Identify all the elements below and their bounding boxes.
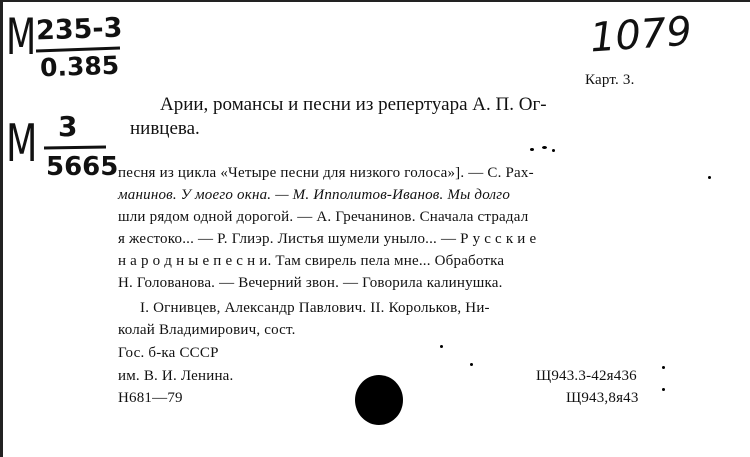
content-line: шли рядом одной дорогой. — А. Гречанинов. Сначала страдал (118, 209, 529, 225)
shelf-mark-1-letter: М (6, 8, 37, 66)
punch-hole (355, 375, 403, 425)
speck (552, 149, 555, 152)
shelf-mark-2-denominator: 5665 (46, 152, 119, 182)
content-line: манинов. У моего окна. — М. Ипполитов-Иванов. Мы долго (118, 187, 511, 203)
title-line-1: Арии, романсы и песни из репертуара А. П. Ог- (160, 94, 547, 115)
speck (662, 366, 665, 369)
speck (708, 176, 711, 179)
shelf-mark-1-numerator: 235-3 (35, 12, 123, 47)
title-line-2: нивцева. (130, 118, 200, 139)
speck (542, 146, 547, 149)
card-left-edge (0, 0, 3, 457)
content-line: я жестоко... — Р. Глиэр. Листья шумели уныло... — Р у с с к и е (118, 231, 537, 247)
content-line: Н. Голованова. — Вечерний звон. — Говорила калинушка. (118, 275, 503, 291)
class-code-2: Щ943,8я43 (566, 390, 639, 406)
shelf-mark-2-letter: М (6, 114, 38, 174)
library-line-2: им. В. И. Ленина. (118, 368, 234, 384)
shelf-mark-1-denominator: 0.385 (39, 50, 120, 83)
card-label: Карт. 3. (585, 72, 635, 88)
card-top-edge (0, 0, 750, 2)
class-code-1: Щ943.3-42я436 (536, 368, 637, 384)
shelf-mark-2-fraction-bar (44, 145, 106, 149)
library-line-1: Гос. б-ка СССР (118, 345, 219, 361)
speck (530, 148, 534, 151)
copy-number: 1079 (588, 8, 694, 62)
shelf-mark-2-numerator: 3 (58, 110, 78, 143)
index-line-2: колай Владимирович, сост. (118, 322, 296, 338)
speck (440, 345, 443, 348)
library-line-3: Н681—79 (118, 390, 183, 406)
content-line: песня из цикла «Четыре песни для низкого голоса»]. — С. Рах- (118, 165, 534, 181)
speck (662, 388, 665, 391)
speck (470, 363, 473, 366)
content-line: н а р о д н ы е п е с н и. Там свирель пела мне... Обработка (118, 253, 505, 269)
index-line-1: I. Огнивцев, Александр Павлович. II. Корольков, Ни- (140, 300, 490, 316)
